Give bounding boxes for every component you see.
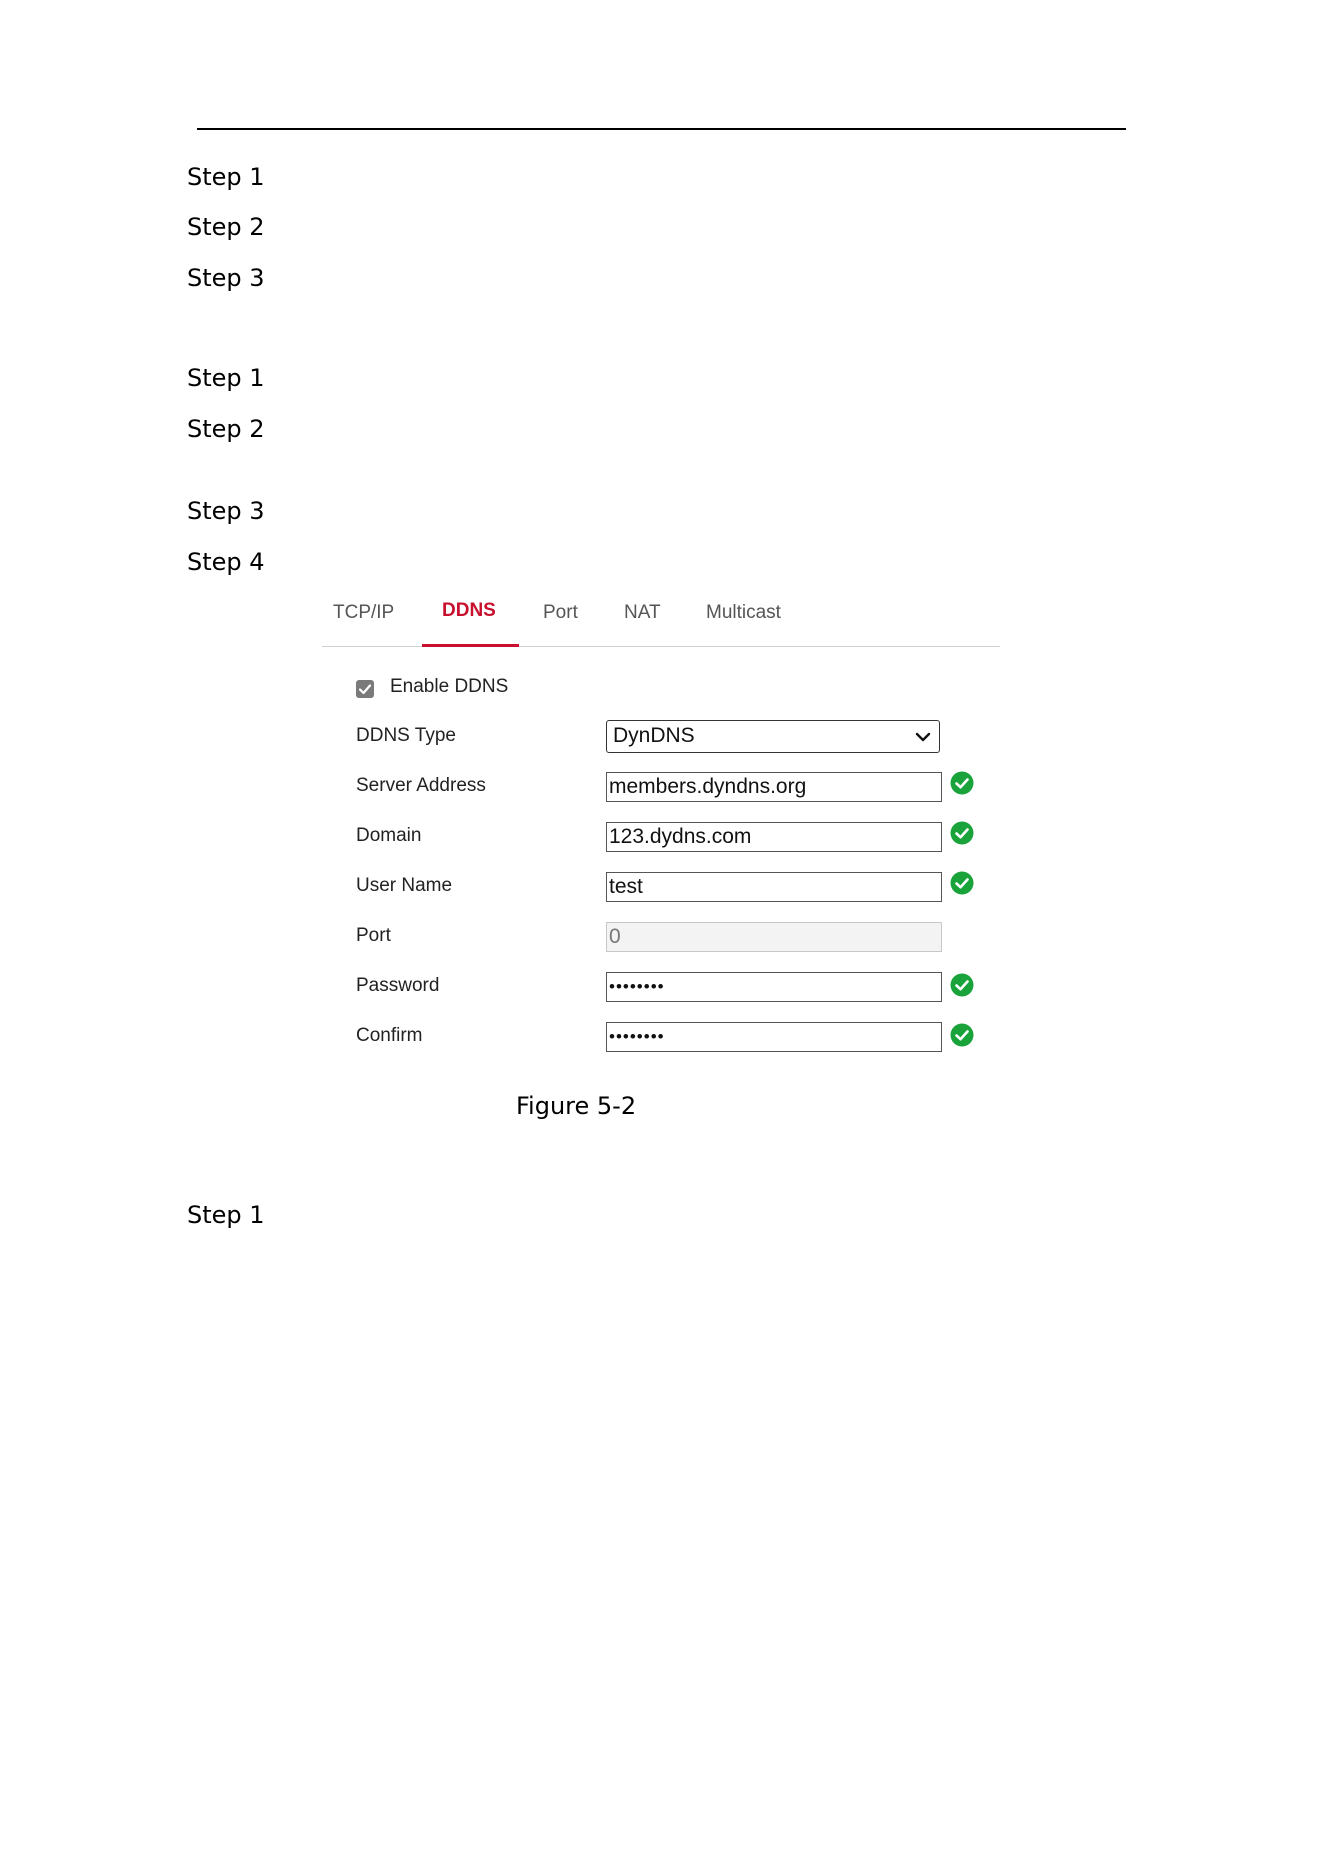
check-icon	[358, 682, 372, 696]
chevron-down-icon	[915, 731, 931, 743]
server-address-input[interactable]: members.dyndns.org	[606, 772, 942, 802]
check-circle-icon	[950, 1023, 974, 1047]
step-label: Step 1	[187, 1201, 265, 1229]
step-label: Step 2	[187, 213, 265, 241]
step-label: Step 3	[187, 264, 265, 292]
confirm-label: Confirm	[356, 1025, 423, 1046]
user-name-label: User Name	[356, 875, 453, 896]
ddns-settings-figure	[322, 588, 1000, 1058]
tab-bar	[322, 588, 1000, 647]
check-circle-icon	[950, 871, 974, 895]
password-input[interactable]: ••••••••	[606, 972, 942, 1002]
confirm-password-input[interactable]: ••••••••	[606, 1022, 942, 1052]
active-tab-indicator	[422, 644, 519, 647]
password-label: Password	[356, 975, 440, 996]
port-label: Port	[356, 925, 391, 946]
enable-ddns-label: Enable DDNS	[390, 676, 509, 697]
domain-label: Domain	[356, 825, 422, 846]
figure-caption: Figure 5-2	[516, 1092, 637, 1120]
step-label: Step 3	[187, 497, 265, 525]
enable-ddns-checkbox[interactable]	[356, 680, 374, 698]
port-input: 0	[606, 922, 942, 952]
step-label: Step 2	[187, 415, 265, 443]
check-circle-icon	[950, 771, 974, 795]
step-label: Step 1	[187, 163, 265, 191]
tab-port[interactable]: Port	[543, 602, 578, 623]
domain-input[interactable]: 123.dydns.com	[606, 822, 942, 852]
tab-tcpip[interactable]: TCP/IP	[333, 602, 395, 623]
tab-multicast[interactable]: Multicast	[706, 602, 781, 623]
ddns-type-value: DynDNS	[613, 724, 695, 747]
ddns-type-select[interactable]	[606, 720, 940, 753]
step-label: Step 4	[187, 548, 265, 576]
user-name-input[interactable]: test	[606, 872, 942, 902]
server-address-label: Server Address	[356, 775, 486, 796]
check-circle-icon	[950, 973, 974, 997]
tab-ddns[interactable]: DDNS	[442, 600, 496, 621]
ddns-type-label: DDNS Type	[356, 725, 456, 746]
tab-nat[interactable]: NAT	[624, 602, 661, 623]
check-circle-icon	[950, 821, 974, 845]
step-label: Step 1	[187, 364, 265, 392]
header-rule	[197, 128, 1126, 130]
